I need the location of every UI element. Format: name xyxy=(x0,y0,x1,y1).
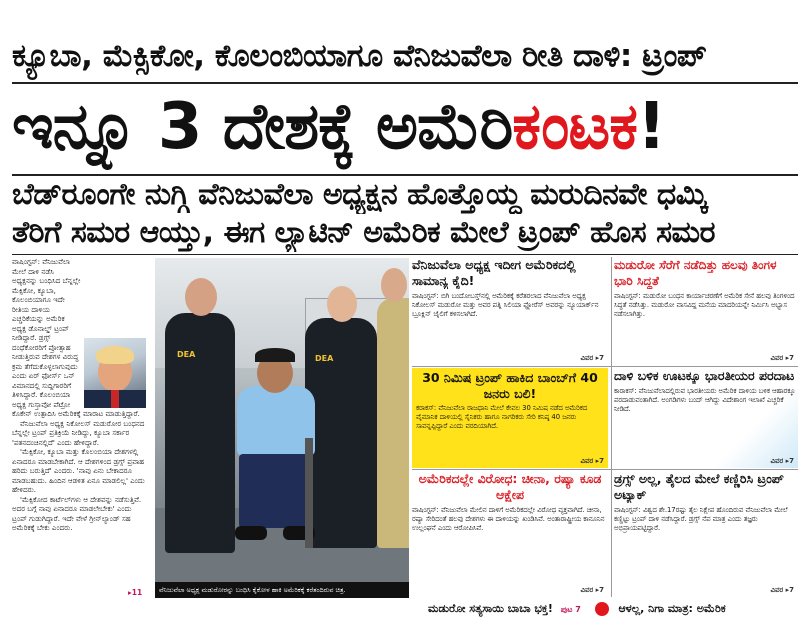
story-body: ವಾಷಿಂಗ್ಟನ್: ಮಡುರೋ ಬಂಧನ ಕಾರ್ಯಾಚರಣೆಗೆ ಅಮೆರಿಕ ಸೇನೆ ಹಲವು ತಿಂಗಳಿಂದ ಸಿದ್ಧತೆ ನಡೆಸಿತ್ತು. ಮಡುರೋ ವಾಸವಿದ್ದ ಮನೆಯ ಮಾದರಿಯನ್ನೇ ನಿರ್ಮಿಸಿ ಅಭ್ಯಾಸ ನಡೆಸಲಾಗಿತ್ತು. xyxy=(614,292,795,319)
story-headline: ದಾಳಿ ಬಳಿಕ ಊಟಕ್ಕೂ ಭಾರತೀಯರ ಪರದಾಟ xyxy=(614,368,795,383)
story-headline: ವೆನಿಜುವೆಲಾ ಅಧ್ಯಕ್ಷ ಇದೀಗ ಅಮೆರಿಕದಲ್ಲಿ ಸಾಮಾನ್ಯ ಕೈದಿ! xyxy=(412,257,576,288)
portrait-hair xyxy=(96,346,134,364)
story-maduro-preparation xyxy=(614,257,798,365)
left-story-paragraph: ವೆನಿಜುವೆಲಾ ಅಧ್ಯಕ್ಷ ನಿಕೋಲಸ್ ಮಡುರೋರ ಬಂಧನದ ಬೆನ್ನಲ್ಲೇ ಟ್ರಂಪ್ ಪ್ರತಿಕ್ರಿಯೆ ನೀಡಿದ್ದು, ಕ್ಯೂಬಾ ಸರ್ಕಾರ 'ಪತನದಂಚಿನಲ್ಲಿದೆ' ಎಂದು ಹೇಳಿದ್ದಾರೆ. xyxy=(12,418,145,447)
story-body: ಕರಾಕಸ್: ವೆನಿಜುವೆಲಾ ರಾಜಧಾನಿ ಮೇಲೆ ಕೇವಲ 30 ನಿಮಿಷ ನಡೆದ ಅಮೆರಿಕದ ವೈಮಾನಿಕ ದಾಳಿಯಲ್ಲಿ ಸೈನಿಕರು ಹಾಗೂ ನಾಗರಿಕರು ಸೇರಿ ಕನಿಷ್ಠ 40 ಜನರು ಸಾವನ್ನಪ್ಪಿದ್ದಾರೆ ಎಂದು ವರದಿಯಾಗಿದೆ. xyxy=(416,404,588,431)
seated-man-shoe xyxy=(235,526,267,540)
trump-portrait-photo xyxy=(84,338,146,408)
story-body: ವಾಷಿಂಗ್ಟನ್: ವೆನಿಜುವೆಲಾ ಮೇಲಿನ ದಾಳಿಗೆ ಅಮೆರಿಕದಲ್ಲೇ ವಿರೋಧ ವ್ಯಕ್ತವಾಗಿದೆ. ಚೀನಾ, ರಷ್ಯಾ ಸೇರಿದಂತೆ ಹಲವು ದೇಶಗಳು ಈ ದಾಳಿಯನ್ನು ಖಂಡಿಸಿವೆ. ಅಂತಾರಾಷ್ಟ್ರೀಯ ಕಾನೂನಿನ ಉಲ್ಲಂಘನೆ ಎಂದು ಆರೋಪಿಸಿವೆ. xyxy=(412,506,605,533)
deck-line-2: ತೆರಿಗೆ ಸಮರ ಆಯ್ತು, ಈಗ ಲ್ಯಾಟಿನ್ ಅಮೆರಿಕ ಮೇಲೆ ಟ್ರಂಪ್ ಹೊಸ ಸಮರ xyxy=(12,215,715,250)
story-page-ref: ವಿವರ ▸7 xyxy=(580,586,604,594)
story-body: ವಾಷಿಂಗ್ಟನ್: ಬಿಗಿ ಬಂದೋಬಸ್ತ್‌ನಲ್ಲಿ ಅಮೆರಿಕಕ್ಕೆ ಕರೆತರಲಾದ ವೆನಿಜುವೆಲಾ ಅಧ್ಯಕ್ಷ ನಿಕೋಲಸ್ ಮಡುರೋ ಮತ್ತು ಅವರ ಪತ್ನಿ ಸಿಲಿಯಾ ಫ್ಲೋರೆಸ್ ಅವರನ್ನು ನ್ಯೂಯಾರ್ಕ್‌ನ ಬ್ರೂಕ್ಲಿನ್ ಜೈಲಿಗೆ ಕಳಿಸಲಾಗಿದೆ. xyxy=(412,292,599,319)
story-body: ಕಾರಾಕಸ್: ವೆನಿಜುವೆಲಾದಲ್ಲಿರುವ ಭಾರತೀಯರು ಅಮೆರಿಕ ದಾಳಿಯ ಬಳಿಕ ಆಹಾರಕ್ಕೂ ಪರದಾಡುವಂತಾಗಿದೆ. ಅಂಗಡಿಗಳು ಬಂದ್ ಆಗಿದ್ದು ವಿದೇಶಾಂಗ ಇಲಾಖೆ ಎಚ್ಚರಿಕೆ ನೀಡಿದೆ. xyxy=(614,387,796,414)
chair-leg xyxy=(305,438,313,548)
agent-figure-tan xyxy=(377,298,409,548)
promo-strip xyxy=(412,600,798,618)
promo-right-text: ಆಳಲ್ಲ, ನಿಗಾ ಮಾತ್ರ: ಅಮೆರಿಕ xyxy=(618,602,726,615)
story-page-ref: ವಿವರ ▸7 xyxy=(580,457,604,465)
headline-black-part: ಇನ್ನೂ 3 ದೇಶಕ್ಕೆ ಅಮೆರಿ xyxy=(12,90,513,164)
kicker-headline: ಕ್ಯೂಬಾ, ಮೆಕ್ಸಿಕೋ, ಕೊಲಂಬಿಯಾಗೂ ವೆನಿಜುವೆಲಾ ರೀತಿ ದಾಳಿ: ಟ್ರಂಪ್ xyxy=(12,38,707,74)
agent-face-blurred xyxy=(327,286,357,322)
left-story-paragraph: 'ಮೆಕ್ಸಿಕೋ, ಕ್ಯೂಬಾ ಮತ್ತು ಕೊಲಂಬಿಯಾ ದೇಶಗಳಲ್ಲಿ ಏನಾದರೂ ಮಾಡಬೇಕಾಗಿದೆ. ಆ ದೇಶಗಳಿಂದ ಡ್ರಗ್ಸ್ ಪ್ರವಾಹ ಹರಿದು ಬರುತ್ತಿದೆ' ಎಂದರು. 'ನಾವು ಏನು ಬೇಕಾದರೂ ಮಾಡಬಹುದು. ಹಿಂದಿನ ಆಡಳಿತ ಏನೂ ಮಾಡಲಿಲ್ಲ' ಎಂದು ಹೇಳಿದರು. xyxy=(12,447,145,494)
left-story-paragraph: ವಾಷಿಂಗ್ಟನ್: ವೆನಿಜುವೆಲಾ ಮೇಲೆ ದಾಳಿ ನಡೆಸಿ ಅಧ್ಯಕ್ಷನನ್ನು ಬಂಧಿಸಿದ ಬೆನ್ನಲ್ಲೇ ಮೆಕ್ಸಿಕೋ, ಕ್ಯೂಬಾ, ಕೊಲಂಬಿಯಾಗೂ ಇದೇ ರೀತಿಯ ದಾಳಿಯ ಎಚ್ಚರಿಕೆಯನ್ನು ಅಮೆರಿಕ ಅಧ್ಯಕ್ಷ ಡೊನಾಲ್ಡ್ ಟ್ರಂಪ್ ನೀಡಿದ್ದಾರೆ. ಡ್ರಗ್ಸ್ ದಂಧೆಕೋರರಿಗೆ ಪ್ರೋತ್ಸಾಹ ನೀಡುತ್ತಿರುವ ದೇಶಗಳ ವಿರುದ್ಧ ಕ್ರಮ ತೆಗೆದುಕೊಳ್ಳಲಾಗುವುದು ಎಂದು ಏರ್ ಫೋರ್ಸ್ ಒನ್ ವಿಮಾನದಲ್ಲಿ ಸುದ್ದಿಗಾರರಿಗೆ ತಿಳಿಸಿದ್ದಾರೆ. ಕೊಲಂಬಿಯಾ ಅಧ್ಯಕ್ಷ ಗುಸ್ತಾವೋ ಪೆಟ್ರೋ ಕೊಕೇನ್ ಉತ್ಪಾದಿಸಿ ಅಮೆರಿಕಕ್ಕೆ ಮಾರಾಟ ಮಾಡುತ್ತಿದ್ದಾರೆ. xyxy=(12,257,140,418)
seated-man-trousers xyxy=(239,454,313,528)
story-venezuela-prisoner xyxy=(412,257,608,365)
dea-badge-text: DEA xyxy=(315,354,334,363)
headline-red-part: ಕಂಟಕ xyxy=(512,90,638,164)
story-headline: 30 ನಿಮಿಷ ಟ್ರಂಪ್ ಹಾಕಿದ ಬಾಂಬ್‌ಗೆ 40 ಜನರು ಬಲಿ! xyxy=(422,370,598,401)
seated-man-jacket xyxy=(237,386,315,456)
story-headline: ಮಡುರೋ ಸೆರೆಗೆ ನಡೆದಿತ್ತು ಹಲವು ತಿಂಗಳ ಭಾರಿ ಸಿದ್ಧತೆ xyxy=(614,258,777,288)
deck-line-1: ಬೆಡ್‌ರೂಂಗೇ ನುಗ್ಗಿ ವೆನಿಜುವೆಲಾ ಅಧ್ಯಕ್ಷನ ಹೊತ್ತೊಯ್ದ ಮರುದಿನವೇ ಧಮ್ಕಿ xyxy=(12,177,707,212)
dea-badge-text: DEA xyxy=(177,350,196,359)
story-oil-attack xyxy=(614,471,798,597)
seated-man-cap xyxy=(255,348,295,362)
left-story-text xyxy=(12,257,147,595)
promo-accent-icon xyxy=(595,602,609,616)
column-rule xyxy=(611,257,612,597)
left-page-number: 11 xyxy=(131,588,143,597)
agent-face-blurred xyxy=(185,278,217,316)
agent-figure xyxy=(165,313,235,553)
left-page-ref: ▸11 xyxy=(128,588,143,597)
portrait-tie xyxy=(111,390,119,408)
story-opposition xyxy=(412,471,608,597)
story-page-ref: ವಿವರ ▸7 xyxy=(580,354,604,362)
main-headline xyxy=(12,82,798,172)
story-page-ref: ವಿವರ ▸7 xyxy=(770,586,794,594)
promo-left-page: ಪುಟ 7 xyxy=(560,605,581,614)
agent-figure xyxy=(305,318,377,548)
promo-left-text: ಮಡುರೋ ಸತ್ಯಸಾಯಿ ಬಾಬಾ ಭಕ್ತ! xyxy=(428,602,553,615)
story-body: ವಾಷಿಂಗ್ಟನ್: ವಿಶ್ವದ ಶೇ.17ರಷ್ಟು ತೈಲ ನಿಕ್ಷೇಪ ಹೊಂದಿರುವ ವೆನಿಜುವೆಲಾ ಮೇಲೆ ಕಣ್ಣಿಟ್ಟು ಟ್ರಂಪ್ ದಾಳಿ ನಡೆಸಿದ್ದಾರೆ. ಡ್ರಗ್ಸ್ ನೆಪ ಮಾತ್ರ ಎಂದು ತಜ್ಞರು ಅಭಿಪ್ರಾಯಪಟ್ಟಿದ್ದಾರೆ. xyxy=(614,506,788,533)
story-headline: ಡ್ರಗ್ಸ್ ಅಲ್ಲ, ತೈಲದ ಮೇಲೆ ಕಣ್ಣಿರಿಸಿ ಟ್ರಂಪ್ ಅಟ್ಯಾಕ್ xyxy=(614,471,784,502)
row-rule xyxy=(412,469,798,470)
story-bomb-casualties xyxy=(412,368,608,468)
story-page-ref: ವಿವರ ▸7 xyxy=(770,354,794,362)
story-headline: ಅಮೆರಿಕದಲ್ಲೇ ವಿರೋಧ: ಚೀನಾ, ರಷ್ಯಾ ಕೂಡ ಆಕ್ಷೇಪ xyxy=(418,471,602,502)
left-story-paragraph: 'ಮೆಕ್ಸಿಕೋದ ಕಾರ್ಟೆಲ್‌ಗಳು ಆ ದೇಶವನ್ನು ನಡೆಸುತ್ತಿವೆ. ಅದರ ಬಗ್ಗೆ ನಾವು ಏನಾದರೂ ಮಾಡಲೇಬೇಕು' ಎಂದು ಟ್ರಂಪ್ ಗುಡುಗಿದ್ದಾರೆ. ಇದೇ ವೇಳೆ ಗ್ರೀನ್‌ಲ್ಯಾಂಡ್ ಸಹ ಅಮೆರಿಕಕ್ಕೆ ಬೇಕು ಎಂದರು. xyxy=(12,494,142,532)
story-indians-struggle xyxy=(614,368,798,468)
headline-exclamation: ! xyxy=(637,90,666,164)
divider xyxy=(12,254,798,255)
story-page-ref: ವಿವರ ▸7 xyxy=(770,457,794,465)
main-photo xyxy=(155,258,409,598)
photo-caption: ವೆನಿಜುವೆಲಾ ಅಧ್ಯಕ್ಷ ಮಡುರೋರನ್ನು ಬಂಧಿಸಿ ಕೈಕೋಳ ಹಾಕಿ ಅಮೆರಿಕಕ್ಕೆ ಕರೆತಂದಿರುವ ಚಿತ್ರ. xyxy=(155,582,409,598)
agent-face-blurred xyxy=(381,268,407,302)
row-rule xyxy=(412,366,798,367)
